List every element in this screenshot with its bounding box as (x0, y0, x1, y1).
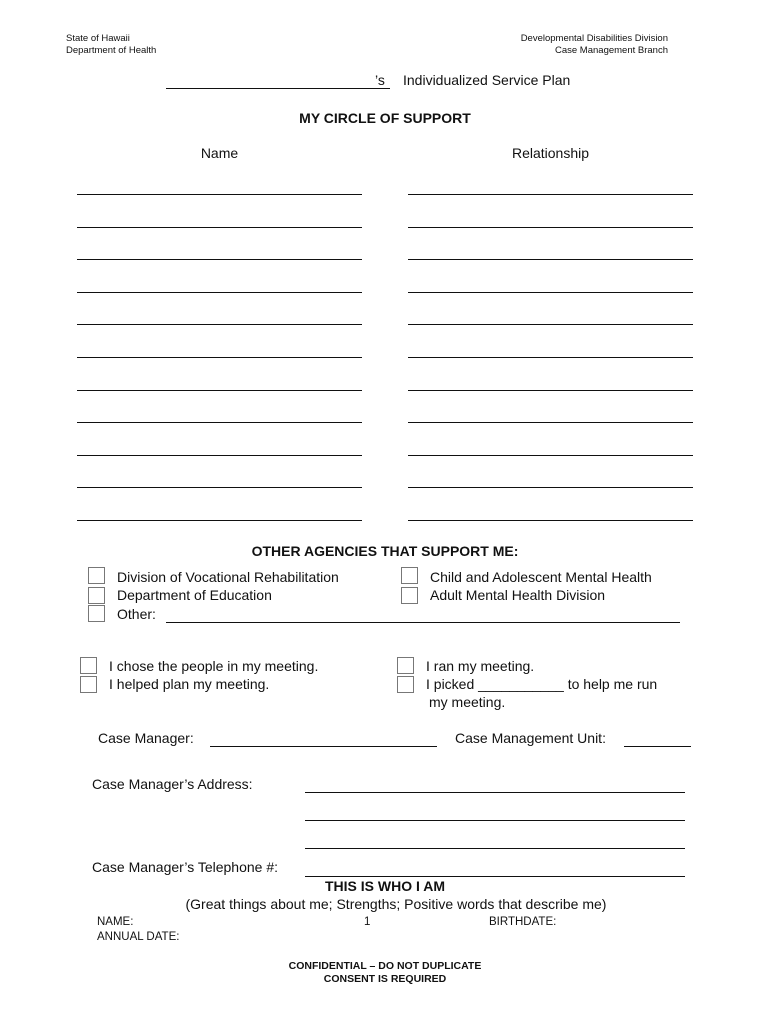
vocational-rehab-checkbox[interactable] (88, 567, 105, 584)
picked-prefix: I picked (426, 676, 475, 692)
name-line[interactable] (77, 520, 362, 521)
header-division: Developmental Disabilities Division (520, 33, 668, 44)
relationship-line[interactable] (408, 259, 693, 260)
circle-of-support-heading: MY CIRCLE OF SUPPORT (299, 110, 471, 126)
chose-people-checkbox[interactable] (80, 657, 97, 674)
consent-notice: CONSENT IS REQUIRED (323, 973, 447, 985)
case-management-unit-field[interactable] (624, 746, 691, 747)
other-agencies-heading: OTHER AGENCIES THAT SUPPORT ME: (251, 543, 519, 559)
helped-plan-checkbox[interactable] (80, 676, 97, 693)
name-line[interactable] (77, 455, 362, 456)
other-agency-label: Other: (117, 606, 156, 622)
header-left (66, 33, 156, 57)
picked-helper-checkbox[interactable] (397, 676, 414, 693)
name-line[interactable] (77, 357, 362, 358)
header-department: Department of Health (66, 45, 157, 56)
footer-name-label: NAME: (97, 916, 134, 928)
confidential-notice: CONFIDENTIAL – DO NOT DUPLICATE (288, 960, 482, 972)
page-number: 1 (364, 916, 371, 928)
relationship-line[interactable] (408, 455, 693, 456)
name-line[interactable] (77, 259, 362, 260)
footer-birthdate-label: BIRTHDATE: (489, 916, 557, 928)
ran-meeting-label: I ran my meeting. (426, 658, 535, 674)
other-agency-checkbox[interactable] (88, 605, 105, 622)
who-i-am-subheading: (Great things about me; Strengths; Positive words that describe me) (185, 896, 607, 912)
case-management-unit-label: Case Management Unit: (455, 730, 606, 746)
relationship-line[interactable] (408, 227, 693, 228)
address-line-2[interactable] (305, 820, 685, 821)
other-agency-field[interactable] (166, 622, 680, 623)
adult-mental-health-label: Adult Mental Health Division (430, 587, 606, 603)
page-title: Individualized Service Plan (403, 72, 571, 88)
ran-meeting-checkbox[interactable] (397, 657, 414, 674)
who-i-am-heading: THIS IS WHO I AM (324, 878, 446, 894)
name-line[interactable] (77, 390, 362, 391)
relationship-line[interactable] (408, 390, 693, 391)
header-state: State of Hawaii (66, 33, 130, 44)
picked-helper-label-cont: my meeting. (429, 694, 506, 710)
adult-mental-health-checkbox[interactable] (401, 587, 418, 604)
helped-plan-label: I helped plan my meeting. (109, 676, 270, 692)
header-branch: Case Management Branch (554, 45, 668, 56)
relationship-line[interactable] (408, 487, 693, 488)
relationship-line[interactable] (408, 194, 693, 195)
chose-people-label: I chose the people in my meeting. (109, 658, 319, 674)
telephone-field[interactable] (305, 876, 685, 877)
name-line[interactable] (77, 227, 362, 228)
child-mental-health-checkbox[interactable] (401, 567, 418, 584)
header-right (521, 33, 668, 57)
relationship-column-header: Relationship (511, 145, 590, 161)
education-checkbox[interactable] (88, 587, 105, 604)
case-manager-telephone-label: Case Manager’s Telephone #: (92, 859, 279, 875)
relationship-line[interactable] (408, 520, 693, 521)
name-column-header: Name (200, 145, 239, 161)
picked-suffix: to help me run (567, 676, 658, 692)
footer-annual-date-label: ANNUAL DATE: (97, 931, 180, 943)
name-line[interactable] (77, 194, 362, 195)
vocational-rehab-label: Division of Vocational Rehabilitation (117, 569, 339, 585)
case-manager-label: Case Manager: (98, 730, 194, 746)
relationship-line[interactable] (408, 324, 693, 325)
education-label: Department of Education (117, 587, 272, 603)
picked-helper-label (426, 675, 657, 693)
relationship-line[interactable] (408, 357, 693, 358)
participant-name-line[interactable] (166, 88, 390, 89)
relationship-line[interactable] (408, 292, 693, 293)
picked-helper-blank[interactable]: ___________ (478, 676, 564, 692)
name-line[interactable] (77, 487, 362, 488)
address-line-3[interactable] (305, 848, 685, 849)
name-line[interactable] (77, 324, 362, 325)
name-line[interactable] (77, 422, 362, 423)
title-possessive: ’s (375, 72, 385, 88)
case-manager-field[interactable] (210, 746, 437, 747)
address-line-1[interactable] (305, 792, 685, 793)
case-manager-address-label: Case Manager’s Address: (92, 776, 253, 792)
name-line[interactable] (77, 292, 362, 293)
child-mental-health-label: Child and Adolescent Mental Health (430, 569, 652, 585)
relationship-line[interactable] (408, 422, 693, 423)
